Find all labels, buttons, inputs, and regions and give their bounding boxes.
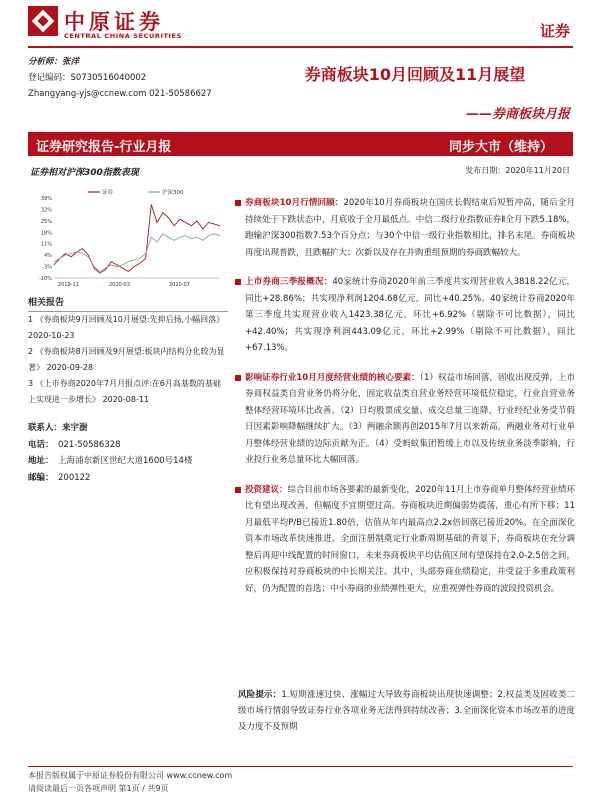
bullet-icon [235,375,241,381]
paragraph-body: 40家统计券商2020年前三季度共实现营业收入3818.22亿元，同比+28.86%；共实现净利润1204.68亿元，同比+40.25%。40家统计券商2020年第三季度共实现营业收入1423.38亿元，环比+6.92%（剔除不可比数据），同比+42.40%；共实现净利润443.09亿元，环比+2.99%（剔除不可比数据），同比+67.13%。 [245,277,575,353]
page-header [0,0,600,50]
phone-label: 电话： [28,439,54,450]
summary-paragraph [235,274,575,357]
report-title: 券商板块10月回顾及11月展望 [304,65,526,84]
address-value: 上海浦东新区世纪大道1600号14楼 [58,456,193,466]
phone-value: 021-50586328 [58,439,121,450]
paragraph-lead: 上市券商三季报概况： [245,277,333,287]
y-tick-label: 18% [40,230,52,237]
related-report-item[interactable]: 2 《券商板块8月回顾及9月展望:板块内结构分化较为显著》 2020-09-28 [28,347,225,372]
bullet-icon [235,487,241,493]
series-line [54,205,220,274]
analyst-contact: Zhangyang-yjs@ccnew.com 021-50586627 [28,89,212,99]
y-tick-label: -3% [42,264,52,271]
summary-column [235,195,575,597]
logo-cn-text: 中原证券 [64,9,164,34]
paragraph-lead: 影响证券行业10月月度经营业绩的核心要素： [245,372,420,383]
publish-date: 发布日期：2020年11月20日 [465,166,570,175]
paragraph-body: （1）权益市场回落，固收出现反弹，上市券商权益类自营业务仍将分化，固定收益类自营业务经营环境低位稳定，行业自营业务整体经营环境环比改善。（2）日均股票成交量、成交总量三连降，行业经纪业务受节假日因素影响降幅继续扩大。（3）两融余额再创2015年7月以来新高，两融业务对行业单月整体经营业绩的边际贡献为正。（4）受蚂蚁集团暂缓上市以及传统业务淡季影响，行业投行业务总量环比大幅回落。 [245,372,575,465]
report-type: 证券研究报告-行业月报 [36,140,172,155]
legend-label: 证券 [102,190,114,196]
summary-paragraph [235,370,575,469]
footer-page-info: 请阅读最后一页各项声明 第1页 / 共9页 [28,784,169,793]
report-subtitle: ——券商板块月报 [465,107,570,122]
logo-icon [28,6,58,36]
bullet-icon [235,279,241,285]
y-tick-label: -10% [39,276,52,282]
company-logo [28,6,188,44]
related-report-item[interactable]: 3 《上市券商2020年7月月报点评:在6月高基数的基础上实现进一步增长》 2020-08-11 [28,379,221,404]
contact-block [28,420,253,486]
y-tick-label: 11% [40,241,52,248]
y-tick-label: 25% [40,218,52,225]
paragraph-body: 综合目前市场各要素的最新变化，2020年11月上市券商单月整体经营业绩环比有望出现改善，但幅度不宜期望过高。券商板块近期偏弱势震荡，重心有所下移；11月最低平均P/B已接近1.80倍，估值从年内最高点2.2x倍回落已接近20%。在全面深化资本市场改革快速推进、全面注册制奠定行业新周期基础的背景下，券商板块在充分调整后再迎中线配置的时间窗口，未来券商板块平均估值区间有望保持在2.0-2.5倍之间，应积极保持对券商板块的中长期关注。其中，头部券商业绩稳定，并受益于多重政策利好，仍为配置的首选；中小券商的业绩弹性更大，应重视弹性券商的波段投资机会。 [245,484,575,594]
postcode-label: 邮编： [28,472,54,483]
footer-divider [28,766,573,767]
summary-paragraph [235,195,575,261]
x-tick-label: 2020-07 [169,282,190,288]
header-divider [28,46,573,48]
related-reports-heading: 相关报告 [28,295,228,312]
related-report-item[interactable]: 1 《券商板块9月回顾及10月展望:先抑后扬,小幅回落》 2020-10-23 [28,315,225,340]
y-tick-label: 39% [40,196,52,202]
bullet-icon [235,200,241,206]
x-tick-label: 2020-03 [109,282,130,288]
report-type-band [28,132,573,156]
paragraph-lead: 投资建议： [245,484,288,495]
sector-tag: 证券 [539,22,570,40]
summary-paragraph [235,482,575,598]
analyst-reg-no: 登记编码：S0730516040002 [28,73,147,83]
chart-svg [28,186,228,291]
contact-person: 联系人：来宇澍 [28,423,88,433]
related-reports [28,295,228,408]
chart-title: 证券相对沪深300指数表现 [30,168,139,178]
footer-copyright: 本报告版权属于中原证券股份有限公司 www.ccnew.com [28,771,233,780]
x-tick-label: 2019-11 [58,282,79,288]
y-tick-label: 32% [40,207,52,214]
risk-label: 风险提示： [238,690,282,700]
legend-label: 沪深300 [162,190,184,196]
relative-performance-chart [28,186,228,291]
paragraph-lead: 券商板块10月行情回顾： [245,198,344,208]
analyst-info [28,54,253,102]
page-footer [28,769,573,795]
logo-en-text: CENTRAL CHINA SECURITIES [64,32,182,40]
risk-body: 1.短期涨速过快、涨幅过大导致券商板块出现快速调整；2.权益类及固收类二级市场行情弱导致证券行业各项业务无法得到持续改善；3.全面深化资本市场改革的进度及力度不及预期 [238,690,575,732]
y-tick-label: 4% [44,253,52,260]
rating: 同步大市（维持） [448,140,553,155]
analyst-name: 分析师：张洋 [28,57,80,67]
risk-warning [238,687,575,735]
postcode-value: 200122 [58,472,91,483]
series-line [54,234,220,272]
paragraph-body: 2020年10月券商板块在国庆长假结束后短暂冲高，随后全月持续处于下跌状态中，月底收于全月最低点。中信二级行业指数证券Ⅱ全月下跌5.18%，跑输沪深300指数7.53个百分点；与30个中信一级行业指数相比，排名末尾。券商板块再度出现普跌，且跌幅扩大；次新以及存在并购重组预期的券商跌幅较大。 [245,198,575,258]
address-label: 地址： [28,456,54,466]
